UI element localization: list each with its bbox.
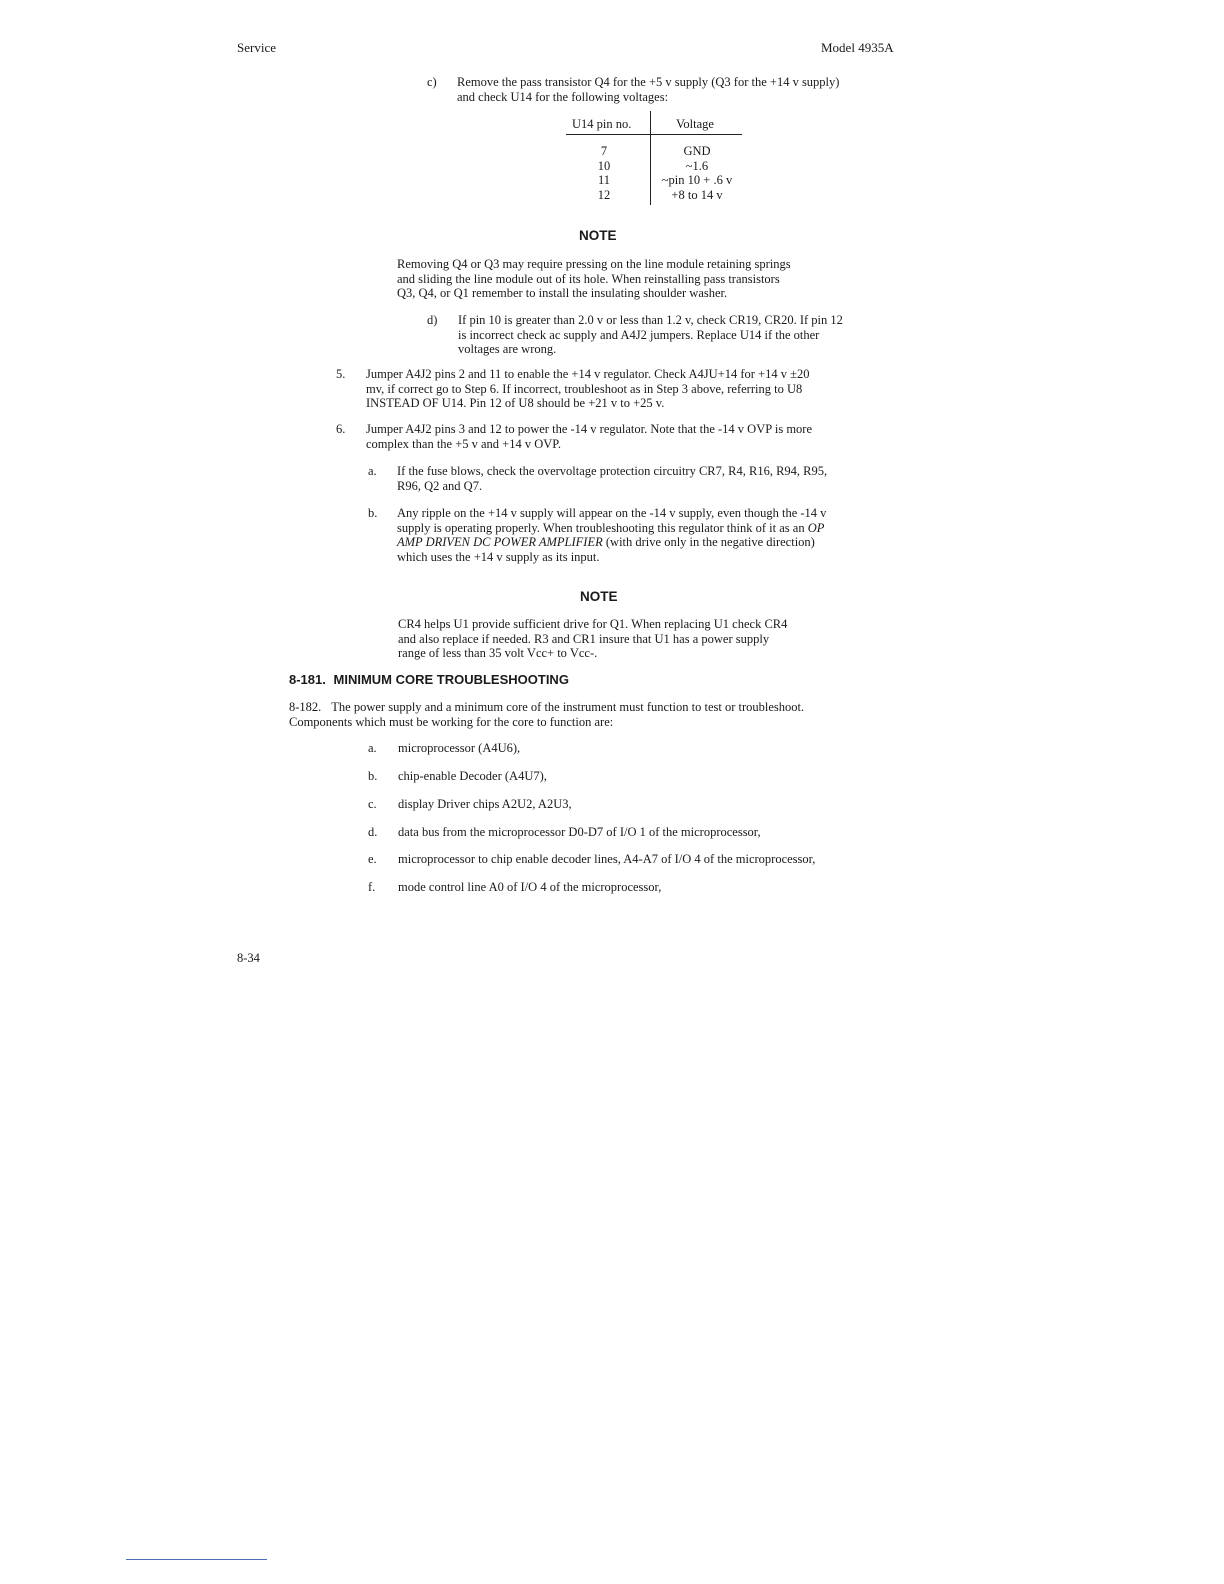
note-body xyxy=(397,257,791,301)
note-title: NOTE xyxy=(580,589,618,604)
table-cell-voltage: GND xyxy=(683,144,711,158)
step-5-line: Jumper A4J2 pins 2 and 11 to enable the +14 v regulator. Check A4JU+14 for +14 v ±20 xyxy=(366,367,810,381)
paragraph-line: Components which must be working for the core to function are: xyxy=(289,714,614,729)
step-6-label: 6. xyxy=(336,422,346,436)
table-header-voltage: Voltage xyxy=(676,117,714,131)
voltage-table xyxy=(566,111,744,205)
table-header-rule xyxy=(566,134,742,135)
paragraph-text: The power supply and a minimum core of the instrument must function to test or troubleshoot. xyxy=(331,700,805,714)
list-item: display Driver chips A2U2, A2U3, xyxy=(398,797,572,811)
step-6a-text xyxy=(397,464,827,493)
note-body xyxy=(398,617,787,661)
table-header-pin: U14 pin no. xyxy=(572,117,632,131)
step-5-line: INSTEAD OF U14. Pin 12 of U8 should be +21 v to +25 v. xyxy=(366,396,665,410)
paragraph-8-182 xyxy=(289,700,889,729)
step-d-label: d) xyxy=(427,313,438,327)
note-line: and also replace if needed. R3 and CR1 insure that U1 has a power supply xyxy=(398,631,770,646)
step-d-text xyxy=(458,313,843,357)
page-number: 8-34 xyxy=(237,951,260,965)
step-6b-line xyxy=(397,535,826,550)
list-item: data bus from the microprocessor D0-D7 of I/O 1 of the microprocessor, xyxy=(398,825,761,839)
table-row xyxy=(652,144,742,202)
step-6b-line: Any ripple on the +14 v supply will appear on the -14 v supply, even though the -14 v xyxy=(397,506,827,520)
list-item-label: e. xyxy=(368,852,377,866)
step-6a-label: a. xyxy=(368,464,377,478)
bottom-divider xyxy=(126,1559,267,1560)
step-6b-text xyxy=(397,506,826,564)
step-6b-text-run: supply is operating properly. When troubleshooting this regulator think of it as an xyxy=(397,520,808,535)
step-6a-line: If the fuse blows, check the overvoltage protection circuitry CR7, R4, R16, R94, R95, xyxy=(397,464,828,478)
list-item-label: d. xyxy=(368,825,378,839)
step-6-line: Jumper A4J2 pins 3 and 12 to power the -14 v regulator. Note that the -14 v OVP is more xyxy=(366,422,812,436)
paragraph-line xyxy=(289,700,889,715)
step-c-label: c) xyxy=(427,75,437,89)
header-model-label: Model 4935A xyxy=(821,40,894,55)
step-6-text xyxy=(366,422,812,451)
note-line: and sliding the line module out of its hole. When reinstalling pass transistors xyxy=(397,271,780,286)
note-title: NOTE xyxy=(579,228,617,243)
list-item: chip-enable Decoder (A4U7), xyxy=(398,769,547,783)
list-item: microprocessor to chip enable decoder lines, A4-A7 of I/O 4 of the microprocessor, xyxy=(398,852,816,866)
list-item: mode control line A0 of I/O 4 of the microprocessor, xyxy=(398,880,662,894)
step-5-label: 5. xyxy=(336,367,346,381)
list-item-label: b. xyxy=(368,769,378,783)
list-item-label: f. xyxy=(368,880,376,894)
list-item-label: c. xyxy=(368,797,377,811)
step-6b-line xyxy=(397,521,826,536)
step-6b-label: b. xyxy=(368,506,378,520)
step-6-line: complex than the +5 v and +14 v OVP. xyxy=(366,436,561,451)
step-6b-text-run: (with drive only in the negative direction) xyxy=(602,535,815,549)
table-cell-pin: 11 xyxy=(597,173,611,187)
section-title: MINIMUM CORE TROUBLESHOOTING xyxy=(333,672,569,687)
table-cell-pin: 7 xyxy=(600,144,608,158)
step-6b-emphasis: OP xyxy=(807,520,825,535)
table-column-divider xyxy=(650,111,651,205)
table-cell-pin: 12 xyxy=(597,187,611,202)
note-line: CR4 helps U1 provide sufficient drive for Q1. When replacing U1 check CR4 xyxy=(398,617,788,631)
step-c-line: and check U14 for the following voltages: xyxy=(457,90,669,104)
table-cell-voltage: +8 to 14 v xyxy=(671,187,723,202)
table-cell-pin: 10 xyxy=(597,158,611,173)
step-6b-emphasis: AMP DRIVEN DC POWER AMPLIFIER xyxy=(397,535,603,549)
step-6b-line: which uses the +14 v supply as its input. xyxy=(397,549,600,564)
table-cell-voltage: ~pin 10 + .6 v xyxy=(661,173,733,187)
step-d-line: If pin 10 is greater than 2.0 v or less than 1.2 v, check CR19, CR20. If pin 12 xyxy=(458,313,843,327)
step-5-line: mv, if correct go to Step 6. If incorrect, troubleshoot as in Step 3 above, referring to U8 xyxy=(366,381,803,396)
header-section-label: Service xyxy=(237,40,276,55)
section-number: 8-181. xyxy=(289,672,326,687)
list-item: microprocessor (A4U6), xyxy=(398,741,521,755)
step-d-line: voltages are wrong. xyxy=(458,342,557,356)
list-item-label: a. xyxy=(368,741,377,755)
note-line: Q3, Q4, or Q1 remember to install the insulating shoulder washer. xyxy=(397,286,728,300)
table-cell-voltage: ~1.6 xyxy=(685,158,709,173)
note-line: range of less than 35 volt Vcc+ to Vcc-. xyxy=(398,646,598,660)
table-row xyxy=(566,144,642,202)
note-line: Removing Q4 or Q3 may require pressing on the line module retaining springs xyxy=(397,257,791,271)
step-5-text xyxy=(366,367,809,411)
paragraph-number: 8-182. xyxy=(289,700,322,714)
step-c-line: Remove the pass transistor Q4 for the +5 v supply (Q3 for the +14 v supply) xyxy=(457,75,840,89)
step-6a-line: R96, Q2 and Q7. xyxy=(397,478,483,493)
step-d-line: is incorrect check ac supply and A4J2 jumpers. Replace U14 if the other xyxy=(458,327,820,342)
section-heading xyxy=(289,672,569,687)
